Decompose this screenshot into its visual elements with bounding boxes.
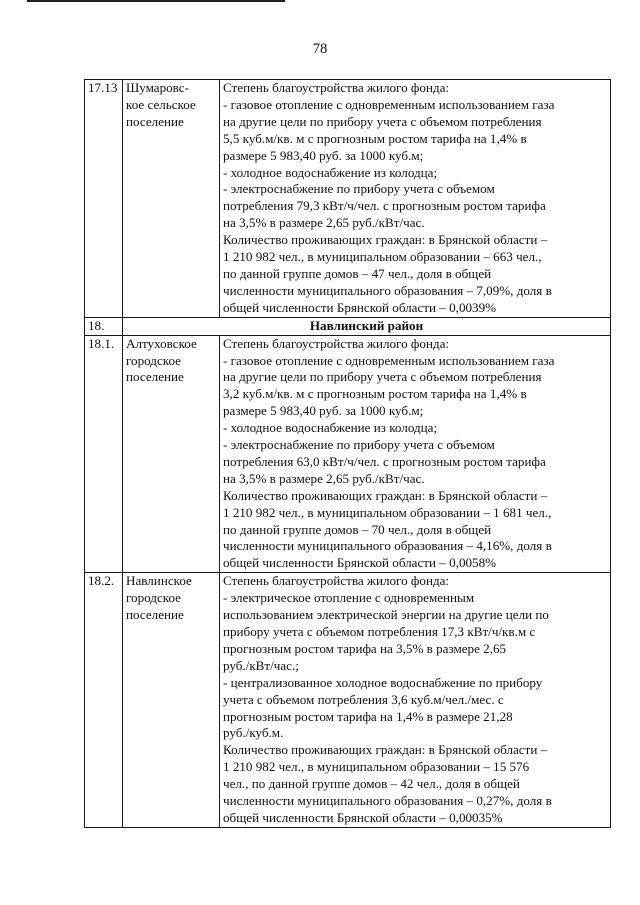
description-line: на другие цели по прибору учета с объемом потребления (223, 113, 542, 129)
settlement-name-line: Алтуховское (126, 335, 197, 351)
description-line: Количество проживающих граждан: в Брянской области – (223, 487, 548, 503)
description-line: Степень благоустройства жилого фонда: (223, 335, 450, 351)
description-line: численности муниципального образования – 7,09%, доля в (223, 282, 552, 298)
description-line: 1 210 982 чел., в муниципальном образовании – 663 чел., (223, 249, 542, 265)
description-line: потребления 79,3 кВт/ч/чел. с прогнозным ростом тарифа (223, 198, 546, 214)
description-line: по данной группе домов – 47 чел., доля в общей (223, 265, 492, 281)
description-line: использованием электрической энергии на другие цели по (223, 607, 549, 623)
housing-description (220, 335, 611, 573)
description-line: 5,5 куб.м/кв. м с прогнозным ростом тарифа на 1,4% в (223, 130, 527, 146)
description-line: на другие цели по прибору учета с объемом потребления (223, 369, 542, 385)
description-line: размере 5 983,40 руб. за 1000 куб.м; (223, 403, 424, 419)
description-line: Количество проживающих граждан: в Брянской области – (223, 742, 548, 758)
description-line: руб./кВт/час.; (223, 657, 299, 673)
description-line: прибору учета с объемом потребления 17,3 кВт/ч/кв.м с (223, 624, 536, 639)
description-line: на 3,5% в размере 2,65 руб./кВт/час. (223, 215, 425, 231)
settlement-name-line: Навлинское (126, 573, 192, 589)
housing-description (220, 573, 611, 828)
settlement-name-line: кое сельское (126, 96, 196, 112)
top-rule (27, 0, 285, 2)
settlement-name (123, 80, 220, 318)
description-line: размере 5 983,40 руб. за 1000 куб.м; (223, 147, 424, 163)
description-line: руб./куб.м. (223, 725, 284, 741)
settlement-name-line: поселение (126, 369, 184, 385)
description-line: учета с объемом потребления 3,6 куб.м/чел./мес. с (223, 691, 504, 707)
description-line: Степень благоустройства жилого фонда: (223, 573, 450, 589)
table-body (85, 80, 611, 828)
description-line: прогнозным ростом тарифа на 3,5% в размере 2,65 (223, 640, 507, 656)
settlement-name-line: поселение (126, 113, 184, 129)
description-line: на 3,5% в размере 2,65 руб./кВт/час. (223, 470, 425, 486)
table-row (85, 80, 611, 318)
row-number: 18. (85, 317, 123, 335)
row-number: 18.1. (85, 335, 123, 573)
region-heading: Навлинский район (123, 317, 611, 335)
description-line: общей численности Брянской области – 0,0058% (223, 555, 497, 571)
description-line: 3,2 куб.м/кв. м с прогнозным ростом тарифа на 1,4% в (223, 386, 527, 402)
description-line: - холодное водоснабжение из колодца; (223, 420, 438, 436)
description-line: прогнозным ростом тарифа на 1,4% в размере 21,28 (223, 708, 513, 724)
settlement-name (123, 335, 220, 573)
settlement-name (123, 573, 220, 828)
description-line: 1 210 982 чел., в муниципальном образовании – 1 681 чел., (223, 504, 552, 520)
settlements-table (84, 79, 611, 828)
row-number: 17.13 (85, 80, 123, 318)
region-row (85, 317, 611, 335)
description-line: по данной группе домов – 70 чел., доля в общей (223, 521, 492, 537)
settlement-name-line: поселение (126, 607, 184, 623)
description-line: Степень благоустройства жилого фонда: (223, 80, 450, 95)
settlement-name-line: городское (126, 352, 181, 368)
description-line: общей численности Брянской области – 0,00035% (223, 809, 503, 825)
description-line: чел., по данной группе домов – 42 чел., доля в общей (223, 776, 520, 792)
description-line: - электрическое отопление с одновременным (223, 590, 475, 606)
page-number: 78 (312, 41, 328, 57)
description-line: - газовое отопление с одновременным использованием газа (223, 352, 555, 368)
description-line: численности муниципального образования – 4,16%, доля в (223, 538, 552, 554)
housing-description (220, 80, 611, 318)
description-line: - электроснабжение по прибору учета с объемом (223, 437, 495, 453)
description-line: общей численности Брянской области – 0,0039% (223, 299, 497, 315)
description-line: потребления 63,0 кВт/ч/чел. с прогнозным ростом тарифа (223, 453, 546, 469)
description-line: - электроснабжение по прибору учета с объемом (223, 181, 495, 197)
description-line: Количество проживающих граждан: в Брянской области – (223, 232, 548, 248)
description-line: 1 210 982 чел., в муниципальном образовании – 15 576 (223, 759, 530, 775)
description-line: - централизованное холодное водоснабжение по прибору (223, 674, 543, 690)
description-line: численности муниципального образования – 0,27%, доля в (223, 793, 552, 809)
settlement-name-line: Шумаровс- (126, 80, 189, 95)
settlement-name-line: городское (126, 590, 181, 606)
description-line: - холодное водоснабжение из колодца; (223, 164, 438, 180)
row-number: 18.2. (85, 573, 123, 828)
description-line: - газовое отопление с одновременным использованием газа (223, 96, 555, 112)
table-row (85, 573, 611, 828)
table-row (85, 335, 611, 573)
